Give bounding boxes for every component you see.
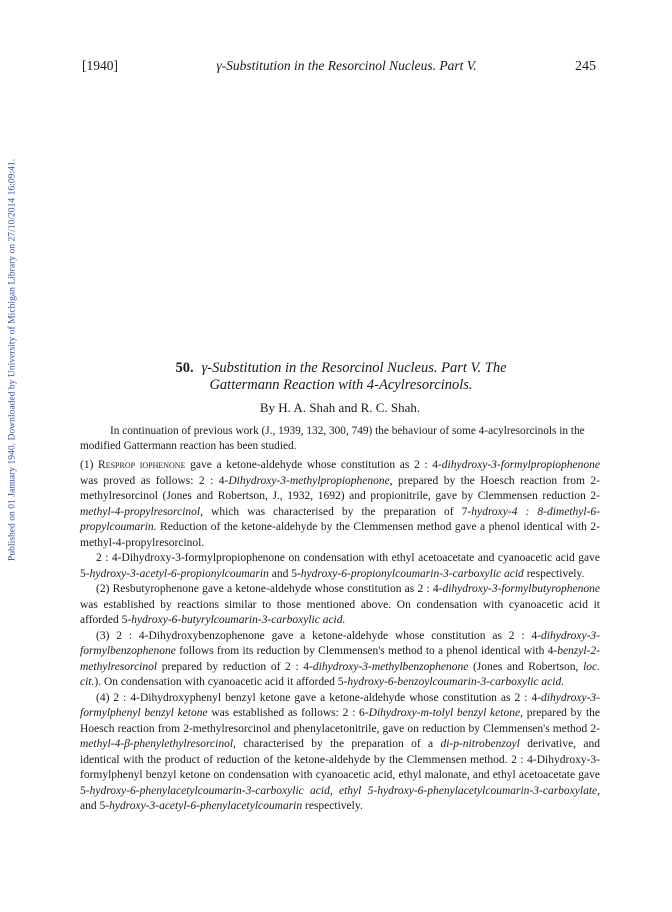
- paragraph-1: [80, 458, 600, 551]
- running-head-year: [1940]: [82, 58, 118, 73]
- text-run: hydroxy-6-propionylcoumarin-3-carboxylic acid: [300, 567, 524, 580]
- text-run: methyl-4-propylresorcinol,: [80, 505, 203, 518]
- text-run: characterised by the preparation of a: [235, 738, 441, 750]
- text-run: Dihydroxy-m-tolyl benzyl ketone,: [368, 707, 523, 719]
- text-run: which was characterised by the preparation of 7-: [202, 505, 472, 518]
- running-head-title: γ-Substitution in the Resorcinol Nucleus. Part V.: [216, 58, 477, 73]
- text-run: respectively.: [523, 567, 585, 580]
- text-run: and 5-: [80, 800, 110, 812]
- text-run: dihydroxy-3-formylpropiophenone: [441, 459, 600, 471]
- text-run: hydroxy-3-acetyl-6-propionylcoumarin: [89, 567, 269, 580]
- text-run: follows from its reduction by Clemmensen's method to a phenol identical with 4-: [175, 645, 558, 657]
- paragraph-3: [80, 582, 600, 629]
- text-run: and 5-: [268, 567, 301, 580]
- text-run: hydroxy-6-benzoylcoumarin-3-carboxylic acid.: [347, 676, 565, 688]
- text-run: loc. cit.: [80, 660, 600, 688]
- text-run: respectively.: [302, 800, 363, 812]
- abstract: In continuation of previous work (J., 1939, 132, 300, 749) the behaviour of some 4-acylresorcinols in the modified Gattermann reaction has been studied.: [80, 425, 585, 452]
- text-run: dihydroxy-3-formylphenyl benzyl ketone: [80, 691, 600, 719]
- text-run: (Jones and Robertson,: [468, 660, 584, 673]
- text-run: dihydroxy-3-formylbutyrophenone: [442, 583, 600, 595]
- paper-title: [96, 360, 586, 394]
- text-run: Dihydroxy-3-methylpropiophenone,: [228, 474, 393, 487]
- text-run: ). On condensation with cyanoacetic acid it afforded 5-: [94, 676, 348, 688]
- text-run: was proved as follows: 2 : 4-: [80, 474, 229, 487]
- text-run: hydroxy-3-acetyl-6-phenylacetylcoumarin: [109, 800, 303, 812]
- text-run: (1): [80, 459, 99, 471]
- text-run: dihydroxy-3-formylbenzophenone: [80, 629, 600, 657]
- text-run: benzyl-2-methylresorcinol: [80, 645, 600, 673]
- text-run: hydroxy-4 : 8-dimethyl-6-propylcoumarin.: [80, 505, 600, 533]
- text-run: 2 : 4-Dihydroxy-3-formylpropiophenone on condensation with ethyl acetoacetate and cyanoacetic acid gave 5-: [80, 552, 600, 580]
- text-run: di-p-nitrobenzoyl: [440, 738, 520, 750]
- running-head: [82, 58, 596, 75]
- text-run: gave a ketone-aldehyde whose constitution as 2 : 4-: [185, 459, 442, 471]
- publication-side-note: Published on 01 January 1940. Downloaded by University of Michigan Library on 27/10/2014 16:09:41.: [6, 158, 18, 562]
- paper-title-line2: Gattermann Reaction with 4-Acylresorcinols.: [209, 377, 473, 393]
- paragraph-4: [80, 629, 600, 691]
- text-run: derivative, and identical with the product of reduction of the ketone-aldehyde by the Clemmensen method. 2 : 4-Dihydroxy-3-formylphenyl benzyl ketone on condensation with cyanoacetic acid, ethyl malonate, and ethyl acetoacetate gave 5-: [80, 738, 600, 797]
- text-run: methyl-4-β-phenylethylresorcinol,: [80, 738, 236, 750]
- paragraph-5: [80, 691, 600, 815]
- text-run: Resprop iophenone: [98, 459, 186, 471]
- text-run: prepared by reduction of 2 : 4-: [157, 660, 313, 673]
- text-run: prepared by the Hoesch reaction from 2-methylresorcinol and phenylacetonitrile, gave on reduction by Clemmensen's method 2-: [80, 707, 600, 735]
- page-number: 245: [575, 59, 596, 74]
- text-run: was established as follows: 2 : 6-: [207, 707, 369, 719]
- paper-number: 50.: [175, 360, 194, 376]
- authors: By H. A. Shah and R. C. Shah.: [259, 400, 421, 415]
- text-run: Reduction of the ketone-aldehyde by the Clemmensen method gave a phenol identical with 2-methyl-4-propylresorcinol.: [80, 521, 600, 549]
- text-run: (4) 2 : 4-Dihydroxyphenyl benzyl ketone gave a ketone-aldehyde whose constitution as 2 : 4-: [96, 691, 542, 704]
- text-run: prepared by the Hoesch reaction from 2-methylresorcinol (Jones and Robertson, J., 1932, 1692) and propionitrile, gave by Clemmensen reduction 2-: [80, 474, 600, 502]
- paragraph-2: [80, 551, 600, 582]
- text-run: hydroxy-6-butyrylcoumarin-3-carboxylic acid.: [131, 614, 346, 626]
- text-run: dihydroxy-3-methylbenzophenone: [312, 660, 469, 673]
- text-run: hydroxy-6-phenylacetylcoumarin-3-carboxylic acid, ethyl 5-hydroxy-6-phenylacetylcoumarin-3-carboxylate,: [89, 784, 600, 797]
- body-text: [80, 458, 600, 815]
- paper-title-line1: γ-Substitution in the Resorcinol Nucleus. Part V. The: [201, 360, 507, 376]
- text-run: (2) Resbutyrophenone gave a ketone-aldehyde whose constitution as 2 : 4-: [96, 583, 443, 595]
- text-run: was established by reactions similar to those mentioned above. On condensation with cyanoacetic acid it afforded 5-: [80, 598, 600, 626]
- text-run: (3) 2 : 4-Dihydroxybenzophenone gave a ketone-aldehyde whose constitution as 2 : 4-: [96, 629, 542, 642]
